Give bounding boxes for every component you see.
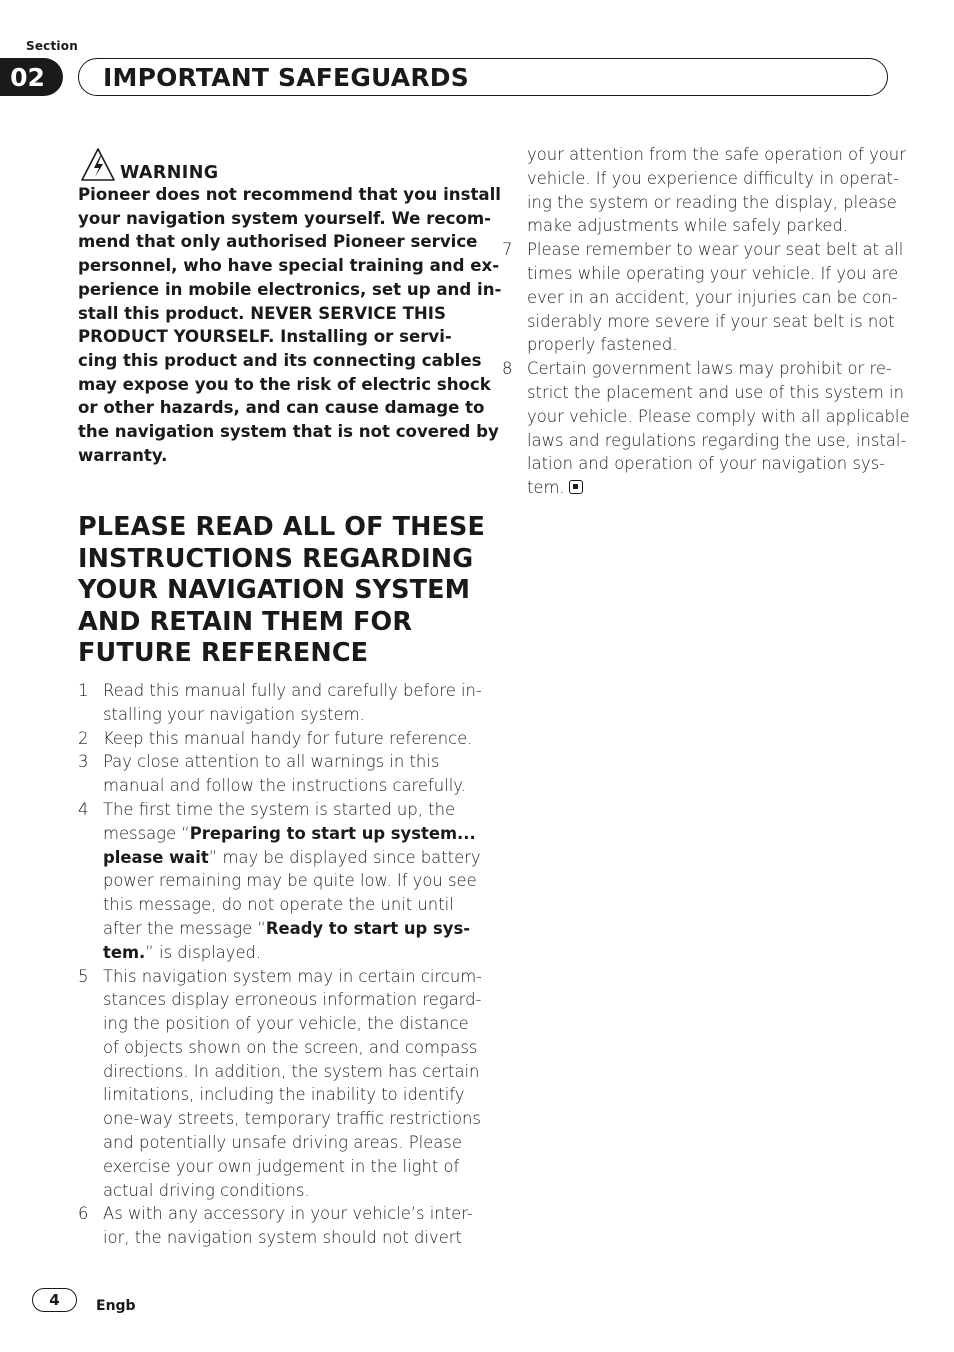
text-line: This navigation system may in certain circum- — [103, 966, 483, 986]
warning-line: stall this product. NEVER SERVICE THIS — [78, 303, 446, 323]
item-number: 6 — [78, 1204, 89, 1224]
left-column — [78, 145, 502, 1250]
warning-line: the navigation system that is not covered by — [78, 422, 499, 442]
warning-line: PRODUCT YOURSELF. Installing or servi- — [78, 327, 452, 347]
warning-line: may expose you to the risk of electric shock — [78, 374, 491, 394]
text-line: exercise your own judgement in the light of — [103, 1156, 460, 1176]
heading-line: PLEASE READ ALL OF THESE — [78, 512, 486, 543]
text-line: limitations, including the inability to identify — [103, 1085, 465, 1105]
text-line — [527, 476, 910, 500]
text-line: laws and regulations regarding the use, instal- — [527, 430, 907, 450]
warning-line: cing this product and its connecting cables — [78, 350, 482, 370]
item-text — [527, 357, 910, 500]
text-line: power remaining may be quite low. If you see — [103, 871, 477, 891]
text-line: stances display erroneous information regard- — [103, 990, 482, 1010]
item-number: 4 — [78, 799, 89, 819]
instructions-heading — [78, 512, 486, 670]
page-number: 4 — [32, 1288, 77, 1312]
warning-header — [78, 145, 466, 183]
text-line: As with any accessory in your vehicle’s inter- — [103, 1204, 473, 1224]
message-text: please wait — [103, 847, 209, 867]
item-number: 8 — [502, 359, 513, 379]
item-text — [103, 679, 482, 727]
text-line: actual driving conditions. — [103, 1180, 310, 1200]
text-line: Please remember to wear your seat belt at all — [527, 240, 904, 260]
item-number: 1 — [78, 680, 89, 700]
text-line — [103, 846, 481, 870]
warning-label: WARNING — [120, 163, 219, 183]
text-line — [103, 822, 481, 846]
text-line: one-way streets, temporary traffic restrictions — [103, 1109, 481, 1129]
text-line: strict the placement and use of this system in — [527, 382, 904, 402]
text-fragment: tem. — [527, 478, 565, 498]
list-item — [78, 727, 473, 751]
text-line: ing the system or reading the display, please — [527, 192, 897, 212]
item-number: 7 — [502, 240, 513, 260]
text-line — [103, 917, 481, 941]
language-code: Engb — [96, 1298, 136, 1314]
item-text — [103, 727, 472, 751]
item-text — [103, 1202, 473, 1250]
text-line: your vehicle. Please comply with all applicable — [527, 406, 910, 426]
right-column — [502, 143, 910, 500]
item-text — [103, 750, 466, 798]
text-line: directions. In addition, the system has certain — [103, 1061, 480, 1081]
end-of-section-icon — [569, 480, 583, 494]
text-line: properly fastened. — [527, 335, 678, 355]
text-line: and potentially unsafe driving areas. Please — [103, 1133, 462, 1153]
list-item — [502, 238, 904, 357]
list-item — [78, 965, 483, 1203]
section-header — [78, 58, 888, 96]
warning-line: or other hazards, and can cause damage to — [78, 398, 485, 418]
item-number: 2 — [78, 728, 89, 748]
list-item — [78, 1202, 473, 1250]
section-label: Section — [26, 39, 78, 53]
list-item — [78, 679, 482, 727]
text-line: ever in an accident, your injuries can be con- — [527, 287, 898, 307]
text-line: times while operating your vehicle. If you are — [527, 263, 899, 283]
heading-line: INSTRUCTIONS REGARDING — [78, 543, 474, 574]
text-line: The first time the system is started up, the — [103, 799, 456, 819]
text-line: your attention from the safe operation of your — [527, 145, 906, 164]
warning-triangle-icon — [80, 147, 116, 183]
text-line: this message, do not operate the unit until — [103, 895, 454, 915]
text-fragment: ” is displayed. — [145, 942, 262, 962]
message-text: Ready to start up sys- — [265, 918, 470, 938]
heading-line: FUTURE REFERENCE — [78, 638, 369, 669]
text-line: Read this manual fully and carefully before in- — [103, 680, 482, 700]
text-line: manual and follow the instructions carefully. — [103, 776, 466, 796]
warning-line: personnel, who have special training and ex- — [78, 256, 500, 276]
message-text: tem. — [103, 942, 146, 962]
section-number: 02 — [0, 58, 63, 96]
text-line: lation and operation of your navigation sys- — [527, 454, 886, 474]
item-text — [527, 143, 906, 238]
warning-line: warranty. — [78, 445, 168, 465]
list-item — [78, 798, 481, 965]
heading-line: YOUR NAVIGATION SYSTEM — [78, 575, 471, 606]
warning-line: mend that only authorised Pioneer service — [78, 232, 478, 252]
warning-line: perience in mobile electronics, set up and in- — [78, 279, 502, 299]
item-text — [103, 965, 482, 1203]
text-line: of objects shown on the screen, and compass — [103, 1037, 478, 1057]
text-line: Certain government laws may prohibit or re- — [527, 359, 892, 379]
list-item-continued — [502, 143, 906, 238]
text-line: make adjustments while safely parked. — [527, 216, 849, 236]
text-line — [103, 941, 481, 965]
text-fragment: after the message “ — [103, 918, 266, 938]
text-line: siderably more severe if your seat belt is not — [527, 311, 895, 331]
item-text — [103, 798, 481, 965]
item-text — [527, 238, 903, 357]
text-fragment: message “ — [103, 823, 190, 843]
heading-line: AND RETAIN THEM FOR — [78, 606, 413, 637]
text-line: ior, the navigation system should not divert — [103, 1228, 462, 1248]
text-fragment: ” may be displayed since battery — [208, 847, 481, 867]
warning-line: your navigation system yourself. We recom- — [78, 208, 492, 228]
item-number: 5 — [78, 966, 89, 986]
text-line: Keep this manual handy for future reference. — [103, 728, 473, 748]
page-title: IMPORTANT SAFEGUARDS — [103, 62, 469, 92]
message-text: Preparing to start up system... — [189, 823, 476, 843]
item-number: 3 — [78, 752, 89, 772]
text-line: vehicle. If you experience difficulty in operat- — [527, 168, 899, 188]
list-item — [78, 750, 466, 798]
warning-line: Pioneer does not recommend that you install — [78, 185, 501, 204]
text-line: Pay close attention to all warnings in this — [103, 752, 440, 772]
text-line: ing the position of your vehicle, the distance — [103, 1014, 469, 1034]
text-line: stalling your navigation system. — [103, 704, 365, 724]
list-item — [502, 357, 910, 500]
item-number-spacer — [502, 143, 527, 238]
instruction-list — [78, 679, 483, 1250]
warning-text — [78, 183, 502, 467]
